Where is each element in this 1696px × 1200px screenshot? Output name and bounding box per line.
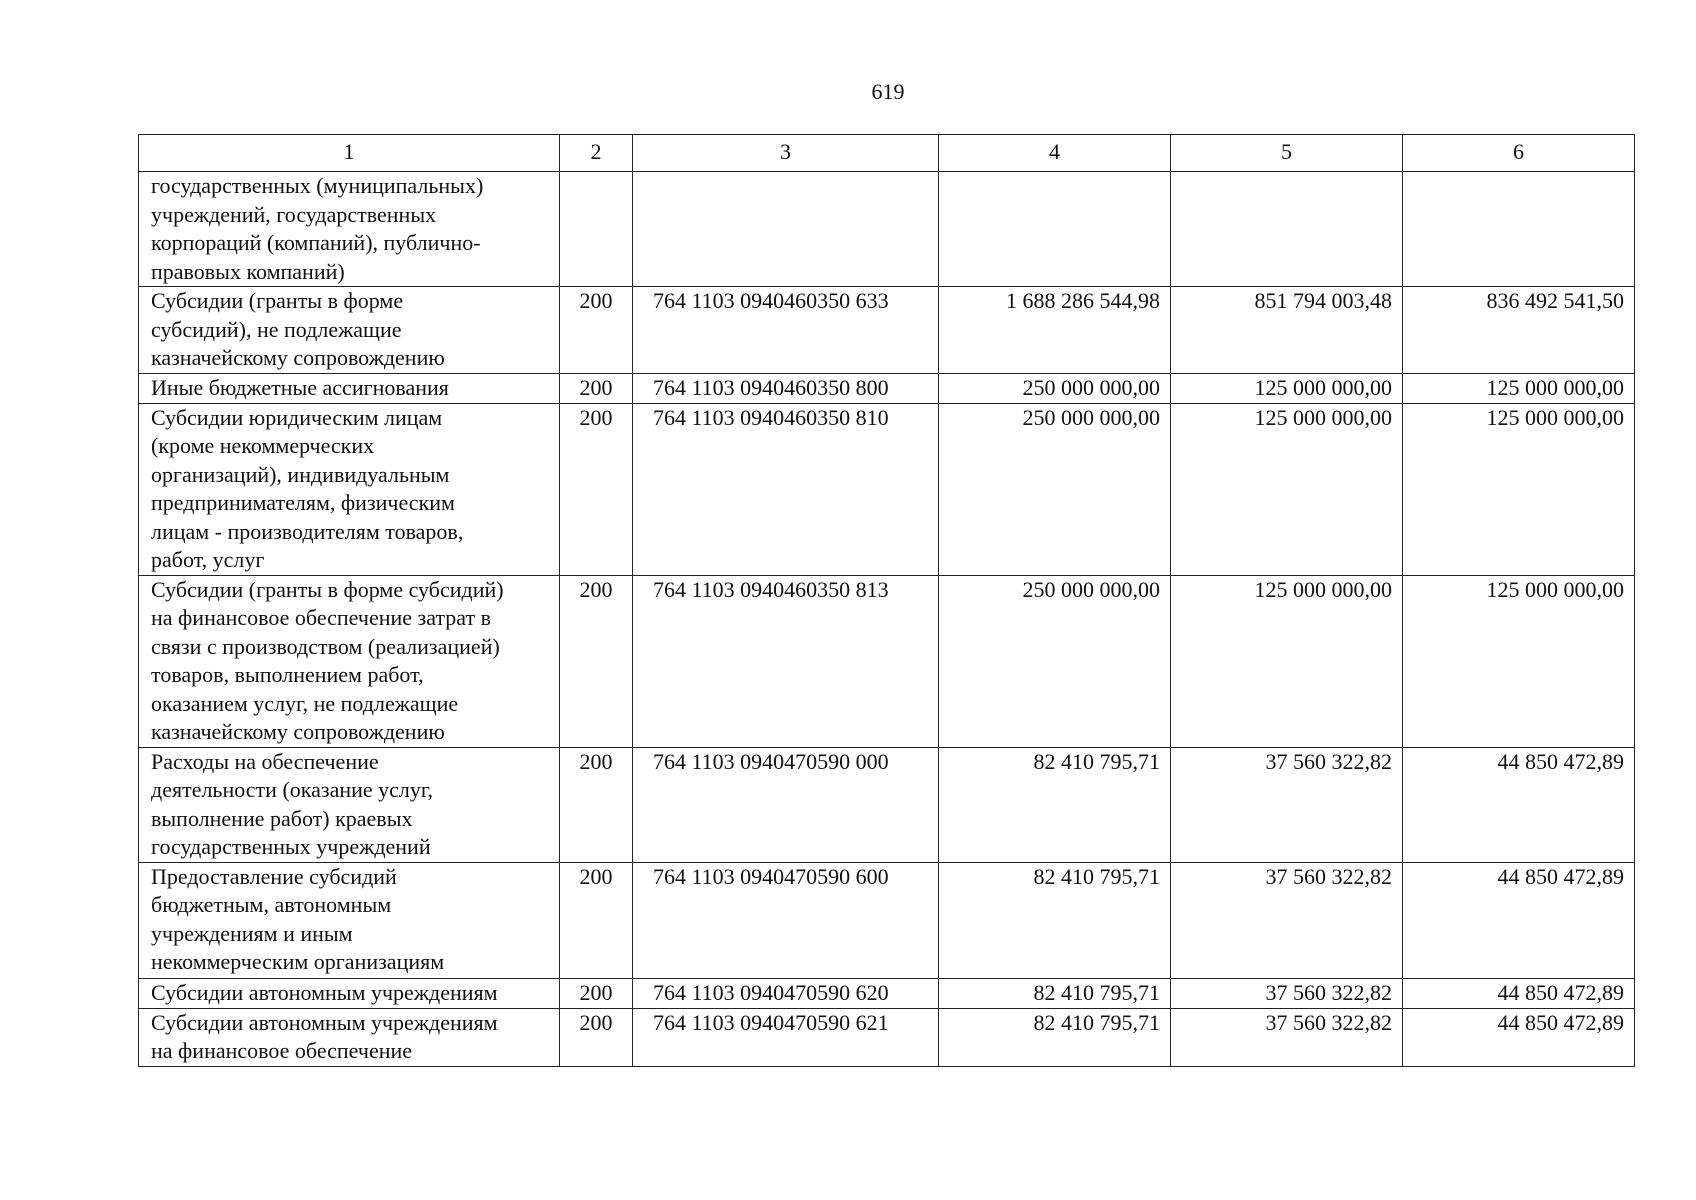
- page-number: 619: [871, 79, 905, 104]
- code-cell: 764 1103 0940470590 620: [633, 978, 939, 1008]
- column-header: 1: [139, 135, 560, 172]
- amount-cell: 44 850 472,89: [1403, 978, 1635, 1008]
- table-body: [139, 172, 1635, 1067]
- row-name-line: оказанием услуг, не подлежащие: [151, 690, 459, 716]
- amount-cell: 1 688 286 544,98: [939, 287, 1171, 374]
- row-name-line: государственных учреждений: [151, 834, 431, 859]
- table-row: [139, 172, 1635, 287]
- amount-cell: [939, 172, 1171, 287]
- indicator-cell: 200: [560, 287, 633, 374]
- amount-cell: 44 850 472,89: [1403, 747, 1635, 862]
- code-cell: [633, 172, 939, 287]
- row-name-line: казначейскому сопровождению: [151, 719, 445, 744]
- table-row: [139, 373, 1635, 403]
- amount-cell: [1171, 172, 1403, 287]
- row-name-line: казначейскому сопровождению: [151, 345, 445, 370]
- code-cell: 764 1103 0940460350 813: [633, 575, 939, 747]
- amount-cell: 250 000 000,00: [939, 373, 1171, 403]
- amount-cell: 37 560 322,82: [1171, 978, 1403, 1008]
- amount-cell: 37 560 322,82: [1171, 747, 1403, 862]
- row-name-line: Субсидии юридическим лицам: [151, 404, 443, 430]
- row-name-line: правовых компаний): [151, 258, 345, 284]
- row-name-line: организаций), индивидуальным: [151, 461, 450, 487]
- row-name-cell: [139, 373, 560, 403]
- column-header: 6: [1403, 135, 1635, 172]
- code-cell: 764 1103 0940470590 000: [633, 747, 939, 862]
- row-name-line: государственных (муниципальных): [151, 173, 484, 198]
- indicator-cell: [560, 172, 633, 287]
- budget-table: [138, 134, 1635, 1067]
- row-name-cell: [139, 403, 560, 575]
- indicator-cell: 200: [560, 862, 633, 978]
- row-name-line: Субсидии (гранты в форме: [151, 288, 404, 313]
- row-name-line: Предоставление субсидий: [151, 863, 397, 889]
- row-name-line: предпринимателям, физическим: [151, 490, 455, 515]
- table-row: [139, 575, 1635, 747]
- column-header: 4: [939, 135, 1171, 172]
- amount-cell: [1403, 172, 1635, 287]
- amount-cell: 851 794 003,48: [1171, 287, 1403, 374]
- indicator-cell: 200: [560, 978, 633, 1008]
- amount-cell: 125 000 000,00: [1171, 575, 1403, 747]
- row-name-cell: [139, 287, 560, 374]
- row-name-line: связи с производством (реализацией): [151, 633, 500, 659]
- row-name-line: Иные бюджетные ассигнования: [151, 374, 449, 400]
- row-name-cell: [139, 172, 560, 287]
- row-name-cell: [139, 978, 560, 1008]
- column-header: 2: [560, 135, 633, 172]
- table-header-row: [139, 135, 1635, 172]
- row-name-cell: [139, 862, 560, 978]
- column-header: 5: [1171, 135, 1403, 172]
- row-name-line: учреждениям и иным: [151, 920, 353, 946]
- row-name-cell: [139, 747, 560, 862]
- row-name-cell: [139, 575, 560, 747]
- amount-cell: 125 000 000,00: [1403, 403, 1635, 575]
- amount-cell: 37 560 322,82: [1171, 862, 1403, 978]
- table-row: [139, 1008, 1635, 1066]
- indicator-cell: 200: [560, 747, 633, 862]
- row-name-line: корпораций (компаний), публично-: [151, 230, 481, 255]
- row-name-line: некоммерческим организациям: [151, 949, 445, 974]
- table-row: [139, 747, 1635, 862]
- code-cell: 764 1103 0940470590 600: [633, 862, 939, 978]
- indicator-cell: 200: [560, 373, 633, 403]
- code-cell: 764 1103 0940460350 633: [633, 287, 939, 374]
- row-name-line: Субсидии автономным учреждениям: [151, 979, 498, 1005]
- code-cell: 764 1103 0940470590 621: [633, 1008, 939, 1066]
- amount-cell: 82 410 795,71: [939, 1008, 1171, 1066]
- row-name-line: лицам - производителям товаров,: [151, 518, 464, 544]
- amount-cell: 125 000 000,00: [1403, 373, 1635, 403]
- amount-cell: 250 000 000,00: [939, 403, 1171, 575]
- amount-cell: 836 492 541,50: [1403, 287, 1635, 374]
- row-name-line: выполнение работ) краевых: [151, 805, 413, 831]
- indicator-cell: 200: [560, 1008, 633, 1066]
- amount-cell: 125 000 000,00: [1171, 373, 1403, 403]
- table-row: [139, 978, 1635, 1008]
- amount-cell: 44 850 472,89: [1403, 1008, 1635, 1066]
- row-name-line: Субсидии автономным учреждениям: [151, 1009, 498, 1035]
- row-name-line: Расходы на обеспечение: [151, 748, 379, 774]
- row-name-line: работ, услуг: [151, 547, 265, 572]
- column-header: 3: [633, 135, 939, 172]
- row-name-line: товаров, выполнением работ,: [151, 662, 424, 687]
- table-row: [139, 287, 1635, 374]
- row-name-line: на финансовое обеспечение: [151, 1038, 413, 1063]
- row-name-line: (кроме некоммерческих: [151, 433, 375, 458]
- amount-cell: 125 000 000,00: [1403, 575, 1635, 747]
- indicator-cell: 200: [560, 575, 633, 747]
- code-cell: 764 1103 0940460350 810: [633, 403, 939, 575]
- amount-cell: 82 410 795,71: [939, 747, 1171, 862]
- indicator-cell: 200: [560, 403, 633, 575]
- row-name-line: деятельности (оказание услуг,: [151, 777, 433, 802]
- amount-cell: 82 410 795,71: [939, 978, 1171, 1008]
- row-name-line: учреждений, государственных: [151, 201, 437, 227]
- row-name-cell: [139, 1008, 560, 1066]
- amount-cell: 82 410 795,71: [939, 862, 1171, 978]
- row-name-line: Субсидии (гранты в форме субсидий): [151, 576, 504, 602]
- amount-cell: 250 000 000,00: [939, 575, 1171, 747]
- amount-cell: 125 000 000,00: [1171, 403, 1403, 575]
- amount-cell: 37 560 322,82: [1171, 1008, 1403, 1066]
- table-row: [139, 862, 1635, 978]
- amount-cell: 44 850 472,89: [1403, 862, 1635, 978]
- table-row: [139, 403, 1635, 575]
- row-name-line: на финансовое обеспечение затрат в: [151, 605, 491, 630]
- row-name-line: субсидий), не подлежащие: [151, 316, 402, 342]
- code-cell: 764 1103 0940460350 800: [633, 373, 939, 403]
- row-name-line: бюджетным, автономным: [151, 892, 392, 917]
